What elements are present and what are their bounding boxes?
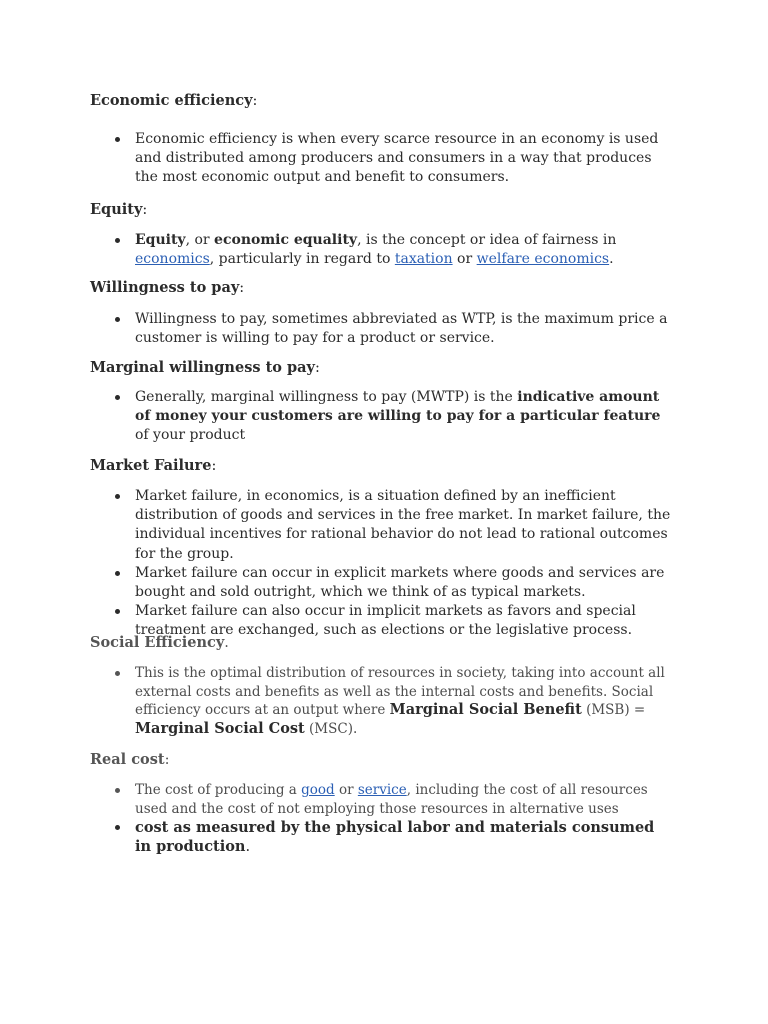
list-social-efficiency [0, 664, 768, 738]
heading-social-efficiency: Social Efficiency. [90, 634, 229, 651]
list-item: Generally, marginal willingness to pay (MWTP) is the indicative amount of money your customers are willing to pay for a particular feature of your product [0, 388, 675, 446]
link-good[interactable]: good [301, 782, 335, 798]
link-economics[interactable]: economics [135, 251, 210, 268]
list-equity [0, 231, 768, 269]
heading-real-cost: Real cost: [90, 751, 170, 768]
list-item: Market failure can also occur in implicit markets as favors and special treatment are exchanged, such as elections or the legislative process. [0, 602, 675, 640]
list-economic-efficiency [0, 130, 768, 188]
list-real-cost [0, 781, 768, 857]
list-item: Willingness to pay, sometimes abbreviated as WTP, is the maximum price a customer is willing to pay for a product or service. [0, 310, 675, 348]
link-taxation[interactable]: taxation [394, 251, 453, 268]
list-item: Economic efficiency is when every scarce resource in an economy is used and distributed among producers and consumers in a way that produces the most economic output and benefit to consumers. [0, 130, 675, 188]
list-item: Market failure, in economics, is a situation defined by an inefficient distribution of goods and services in the free market. In market failure, the individual incentives for rational behavior do not lead to rational outcomes for the group. [0, 487, 675, 564]
list-willingness-to-pay [0, 310, 768, 348]
heading-willingness-to-pay: Willingness to pay: [90, 279, 245, 296]
list-item: cost as measured by the physical labor and materials consumed in production. [0, 818, 675, 857]
heading-economic-efficiency: Economic efficiency: [90, 92, 258, 109]
list-item: Market failure can occur in explicit markets where goods and services are bought and sold outright, which we think of as typical markets. [0, 564, 675, 602]
link-service[interactable]: service [357, 782, 407, 798]
list-item: This is the optimal distribution of resources in society, taking into account all external costs and benefits as well as the internal costs and benefits. Social efficiency occurs at an output where Marginal Social Benefit (MSB) = Marginal Social Cost (MSC). [0, 664, 675, 738]
heading-equity: Equity: [90, 201, 148, 218]
list-item: The cost of producing a good or service, including the cost of all resources used and the cost of not employing those resources in alternative uses [0, 781, 675, 818]
heading-market-failure: Market Failure: [90, 457, 217, 474]
link-welfare-economics[interactable]: welfare economics [476, 251, 610, 268]
list-marginal-willingness [0, 388, 768, 446]
heading-marginal-willingness-to-pay: Marginal willingness to pay: [90, 359, 320, 376]
list-market-failure [0, 487, 768, 641]
list-item: Equity, or economic equality, is the concept or idea of fairness in economics, particularly in regard to taxation or welfare economics. [0, 231, 675, 269]
